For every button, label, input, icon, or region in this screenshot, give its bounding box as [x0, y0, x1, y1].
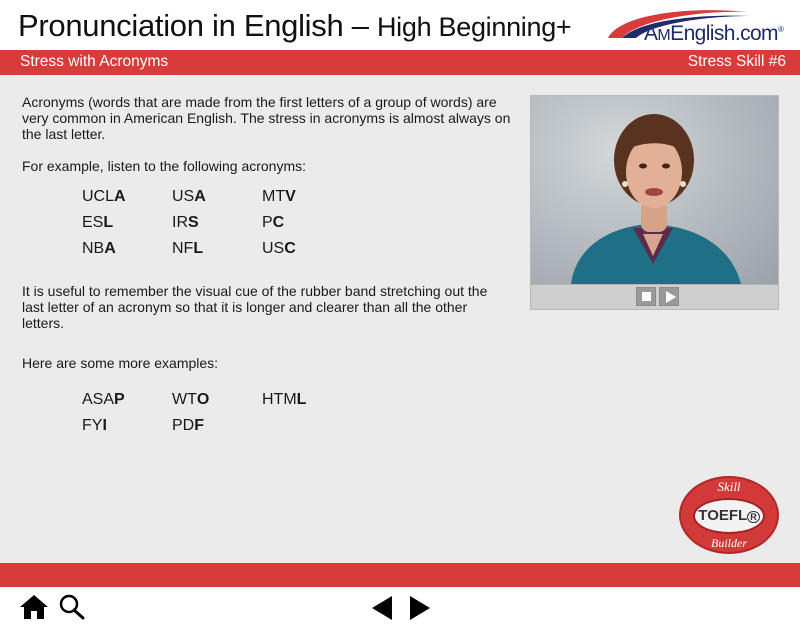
acronym-prefix: P — [262, 214, 273, 231]
acronym-stress-letter: P — [114, 391, 125, 408]
acronym-item[interactable] — [172, 391, 209, 409]
intro-paragraph: Acronyms (words that are made from the first letters of a group of words) are very common in American English. The stress in acronyms is almost always on the last letter. — [22, 94, 511, 142]
acronym-item[interactable] — [82, 214, 113, 232]
section-bar — [0, 50, 800, 75]
logo-part-a: A — [644, 22, 658, 45]
acronym-prefix: NF — [172, 240, 194, 257]
acronym-item[interactable] — [82, 188, 126, 206]
toefl-skill-builder-badge — [679, 476, 779, 554]
lesson-title: Stress with Acronyms — [20, 53, 169, 70]
acronym-prefix: UCL — [82, 188, 115, 205]
video-controls — [531, 284, 778, 309]
previous-arrow-icon[interactable] — [370, 595, 394, 625]
app-header — [0, 0, 800, 50]
acronym-item[interactable] — [82, 417, 107, 435]
play-icon — [666, 291, 676, 303]
acronym-prefix: FY — [82, 417, 103, 434]
search-icon[interactable] — [58, 594, 86, 625]
acronym-stress-letter: I — [102, 417, 107, 434]
acronym-prefix: US — [172, 188, 195, 205]
badge-bottom-text: Builder — [711, 536, 747, 550]
home-icon[interactable] — [18, 594, 50, 625]
acronym-prefix: ASA — [82, 391, 115, 408]
amenglish-logo — [600, 4, 796, 48]
acronym-item[interactable] — [262, 188, 296, 206]
acronym-stress-letter: O — [196, 391, 210, 408]
app-title-main: Pronunciation in English — [18, 8, 344, 43]
acronym-item[interactable] — [172, 240, 203, 258]
acronym-item[interactable] — [262, 240, 296, 258]
acronym-stress-letter: A — [104, 240, 116, 257]
app-title-level: High Beginning+ — [376, 12, 572, 42]
acronym-prefix: IR — [172, 214, 188, 231]
acronym-stress-letter: L — [193, 240, 204, 257]
badge-middle-text — [679, 507, 779, 524]
acronym-prefix: WT — [172, 391, 197, 408]
bottom-bar — [0, 563, 800, 587]
tip-paragraph: It is useful to remember the visual cue of the rubber band stretching out the last letter of an acronym so that it is longer and clearer than all the other letters. — [22, 283, 488, 331]
acronym-item[interactable] — [262, 391, 306, 409]
acronym-item[interactable] — [172, 214, 199, 232]
logo-wordmark — [644, 22, 783, 46]
logo-reg: ® — [777, 25, 784, 34]
video-player — [530, 95, 779, 310]
acronym-stress-letter: A — [114, 188, 126, 205]
badge-reg-mark: R — [747, 511, 760, 523]
acronym-prefix: MT — [262, 188, 286, 205]
acronym-prefix: NB — [82, 240, 105, 257]
acronym-stress-letter: C — [272, 214, 285, 231]
stop-button[interactable] — [636, 287, 656, 306]
app-title — [18, 8, 571, 44]
acronym-prefix: ES — [82, 214, 104, 231]
acronym-item[interactable] — [172, 188, 206, 206]
logo-part-english: English.com — [670, 22, 778, 45]
acronym-item[interactable] — [82, 240, 116, 258]
acronym-item[interactable] — [172, 417, 204, 435]
footer-nav — [0, 587, 800, 625]
more-examples-intro: Here are some more examples: — [22, 355, 219, 371]
acronym-stress-letter: C — [284, 240, 296, 257]
acronym-stress-letter: A — [194, 188, 206, 205]
logo-part-m: M — [657, 27, 671, 44]
example-intro: For example, listen to the following acronyms: — [22, 158, 307, 174]
acronym-prefix: US — [262, 240, 285, 257]
stop-icon — [642, 292, 651, 301]
acronym-stress-letter: F — [194, 417, 205, 434]
video-presenter-image — [531, 96, 778, 284]
skill-label: Stress Skill #6 — [687, 53, 786, 70]
acronym-prefix: PD — [172, 417, 195, 434]
acronym-stress-letter: S — [188, 214, 199, 231]
next-arrow-icon[interactable] — [408, 595, 432, 625]
acronym-prefix: HTM — [262, 391, 297, 408]
badge-toefl: TOEFL — [698, 507, 748, 524]
play-button[interactable] — [659, 287, 679, 306]
acronym-item[interactable] — [82, 391, 125, 409]
acronym-stress-letter: L — [296, 391, 307, 408]
app-title-dash: – — [343, 8, 377, 43]
acronym-item[interactable] — [262, 214, 284, 232]
video-frame[interactable] — [531, 96, 778, 284]
badge-top-text: Skill — [717, 479, 741, 494]
acronym-stress-letter: L — [103, 214, 114, 231]
acronym-stress-letter: V — [285, 188, 296, 205]
